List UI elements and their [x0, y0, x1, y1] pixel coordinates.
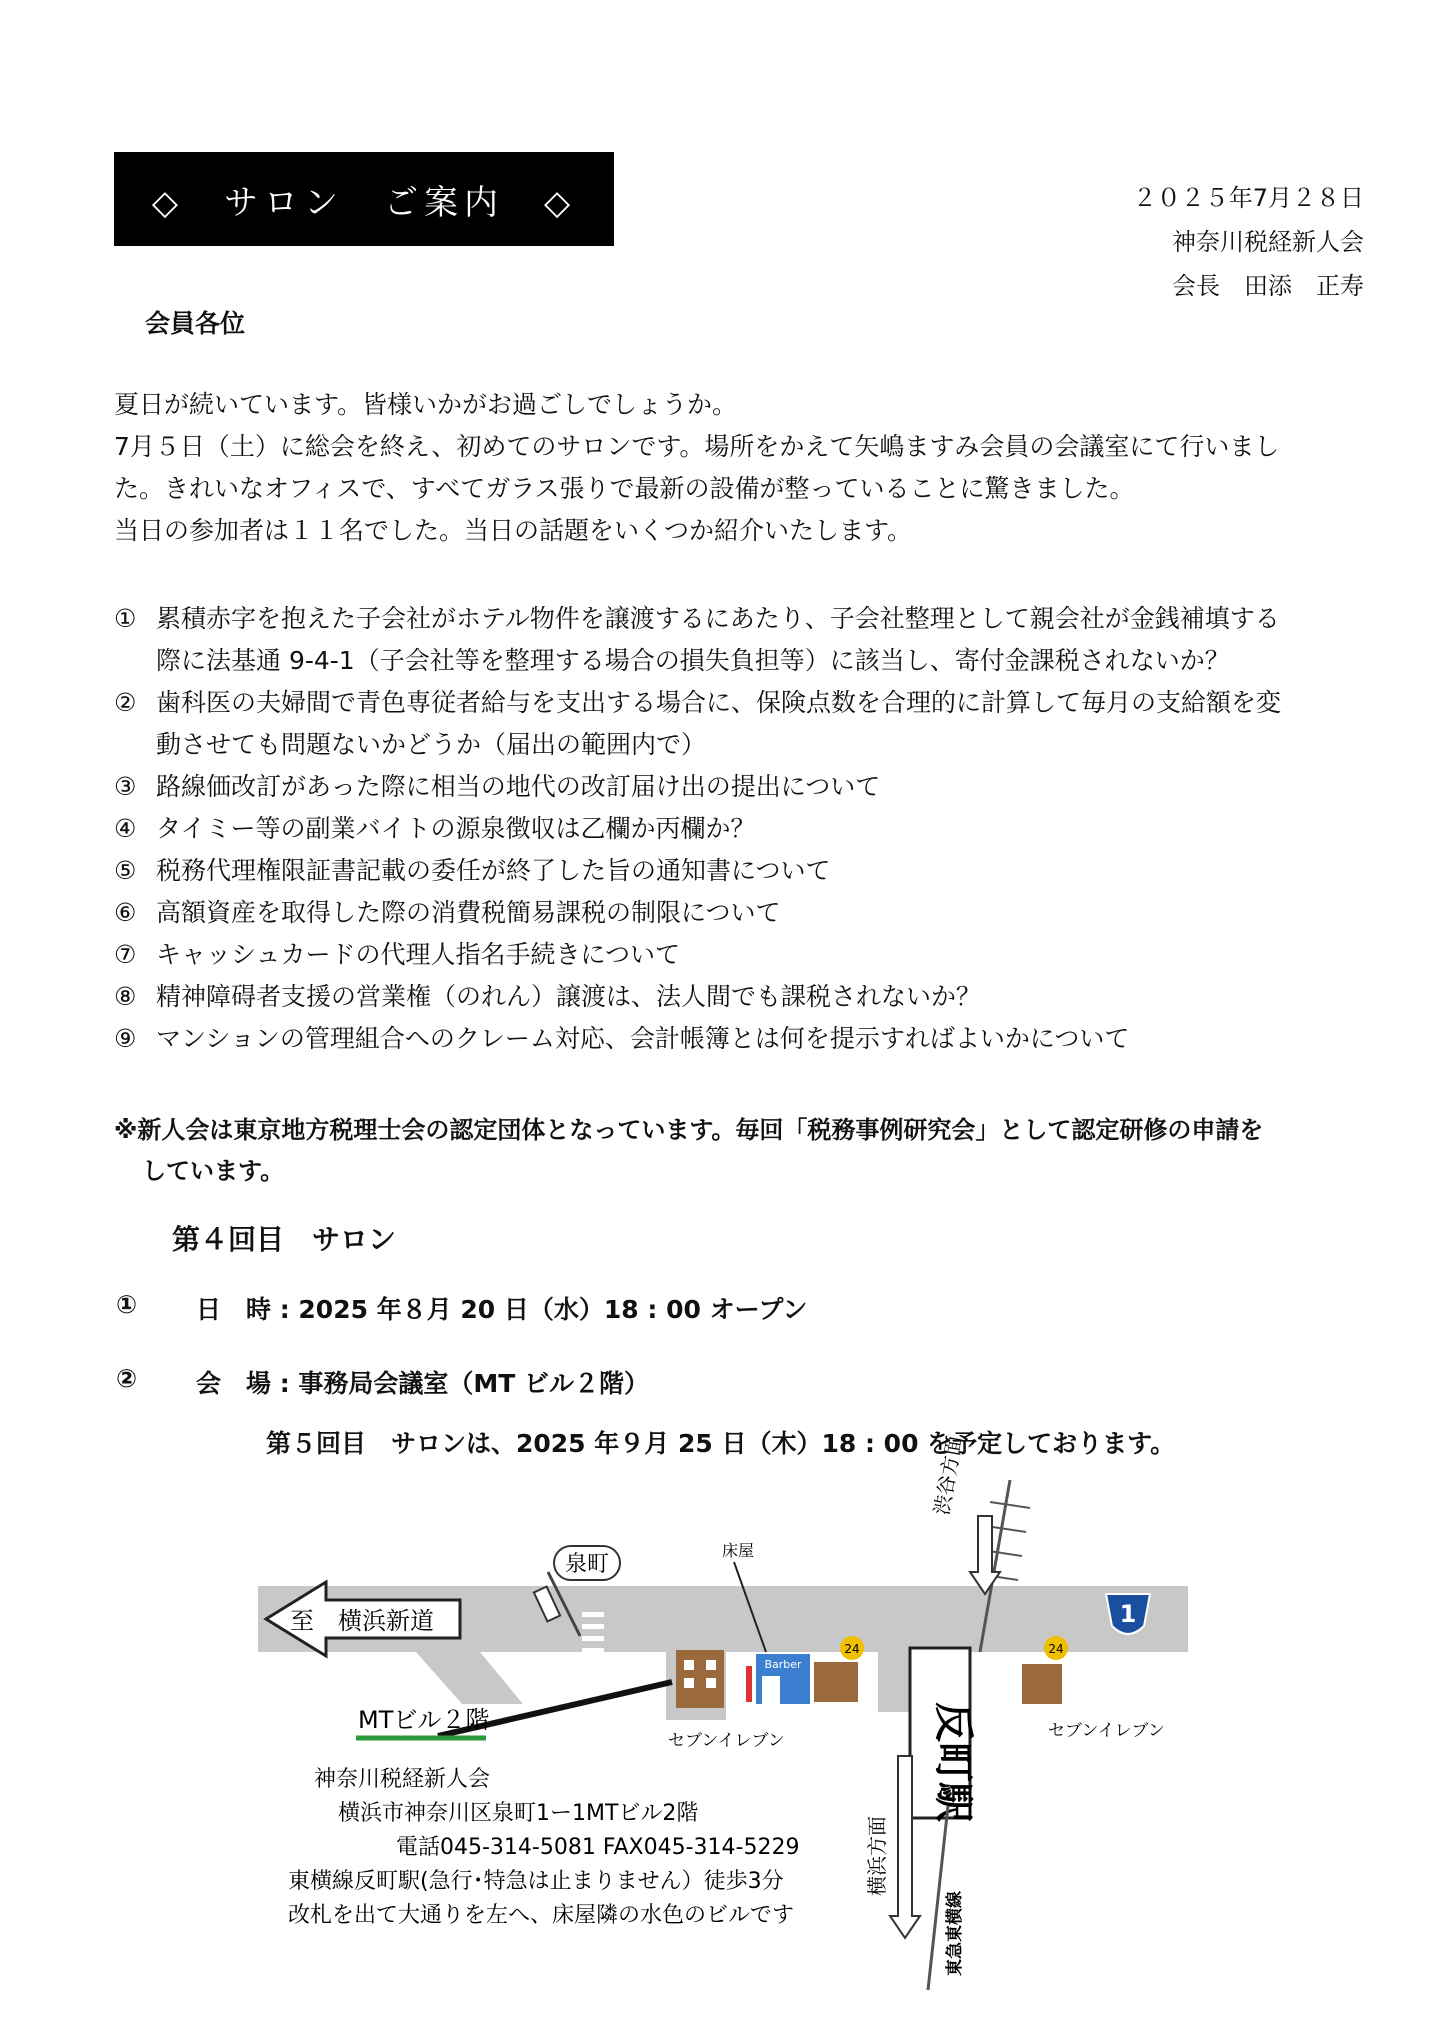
seven-eleven-right: セブンイレブン	[1048, 1721, 1165, 1741]
date-text: 日 時 : 2025 年８月 20 日（水）18 : 00 オープン	[196, 1295, 808, 1324]
list-item	[114, 682, 1384, 766]
topic-number: ⑤	[114, 856, 137, 885]
building-icon	[676, 1650, 724, 1708]
list-item	[114, 850, 1384, 892]
salon4-date	[116, 1290, 807, 1326]
topic-number: ③	[114, 772, 137, 801]
list-item	[114, 1018, 1384, 1060]
list-item	[114, 892, 1384, 934]
direction-label: 至 横浜新道	[290, 1607, 434, 1635]
side-road	[416, 1652, 523, 1704]
topic-text-cont: 動させても問題ないかどうか（届出の範囲内で）	[156, 730, 707, 759]
list-item	[114, 598, 1384, 682]
yokohama-label: 横浜方面	[865, 1816, 889, 1896]
seven-eleven-left: セブンイレブン	[668, 1731, 785, 1751]
certification-note	[114, 1110, 1374, 1192]
intro-line: た。きれいなオフィスで、すべてガラス張りで最新の設備が整っていることに驚きました。	[114, 474, 1135, 503]
topic-text: 精神障碍者支援の営業権（のれん）譲渡は、法人間でも課税されないか？	[156, 982, 982, 1011]
salon4-venue	[116, 1364, 649, 1400]
barber-label: 床屋	[722, 1541, 755, 1560]
address-line: 横浜市神奈川区泉町1ー1MTビル2階	[338, 1801, 699, 1826]
address-line: 東横線反町駅(急行･特急は止まりません）徒歩3分	[288, 1869, 784, 1894]
route-number: 1	[1119, 1600, 1137, 1628]
note-line: しています。	[142, 1157, 285, 1185]
intersection-label: 泉町	[564, 1552, 610, 1577]
organization-name: 神奈川税経新人会	[1172, 228, 1364, 256]
greeting: 会員各位	[145, 309, 246, 338]
date-number: ①	[116, 1290, 138, 1319]
salon5-announcement: 第５回目 サロンは、2025 年９月 25 日（木）18 : 00 を予定しております。	[266, 1429, 1176, 1458]
address-line: 電話045-314-5081 FAX045-314-5229	[396, 1835, 800, 1860]
topic-number: ⑧	[114, 982, 137, 1011]
topic-text: キャッシュカードの代理人指名手続きについて	[156, 940, 681, 969]
station-name: 反町駅	[930, 1702, 976, 1822]
shibuya-label: 渋谷方面	[929, 1433, 967, 1517]
topic-text: 路線価改訂があった際に相当の地代の改訂届け出の提出について	[156, 772, 881, 801]
topic-text: 高額資産を取得した際の消費税簡易課税の制限について	[156, 898, 781, 927]
store-24-label: 24	[1048, 1642, 1064, 1656]
header-info	[1133, 176, 1364, 308]
topic-text: マンションの管理組合へのクレーム対応、会計帳簿とは何を提示すればよいかについて	[156, 1024, 1130, 1053]
intro-paragraph	[114, 384, 1374, 552]
topic-text: タイミー等の副業バイトの源泉徴収は乙欄か丙欄か？	[156, 814, 756, 843]
intro-line: 7月５日（土）に総会を終え、初めてのサロンです。場所をかえて矢嶋ますみ会員の会議室にて行いまし	[114, 432, 1280, 461]
topic-text: 累積赤字を抱えた子会社がホテル物件を譲渡するにあたり、子会社整理として親会社が金銭補填する	[156, 604, 1280, 633]
topic-number: ⑥	[114, 898, 137, 927]
topic-number: ②	[114, 688, 137, 717]
store-24-label: 24	[844, 1642, 860, 1656]
address-line: 神奈川税経新人会	[314, 1767, 491, 1792]
building-label: MTビル２階	[358, 1706, 490, 1734]
venue-number: ②	[116, 1364, 138, 1393]
chair-name: 会長 田添 正寿	[1172, 272, 1364, 300]
page-title: ◇ サロン ご案内 ◇	[114, 152, 614, 246]
note-line: ※新人会は東京地方税理士会の認定団体となっています。毎回「税務事例研究会」として認定研修の申請を	[114, 1116, 1264, 1144]
list-item	[114, 766, 1384, 808]
list-item	[114, 976, 1384, 1018]
topic-text-cont: 際に法基通 9-4-1（子会社等を整理する場合の損失負担等）に該当し、寄付金課税されないか？	[156, 646, 1230, 675]
barber-sign: Barber	[764, 1658, 802, 1671]
line-name: 東急東横線	[945, 1891, 965, 1976]
intro-line: 当日の参加者は１１名でした。当日の話題をいくつか紹介いたします。	[114, 516, 913, 545]
topic-text: 税務代理権限証書記載の委任が終了した旨の通知書について	[156, 856, 831, 885]
topic-text: 歯科医の夫婦間で青色専従者給与を支出する場合に、保険点数を合理的に計算して毎月の支給額を変	[156, 688, 1282, 717]
venue-text: 会 場 : 事務局会議室（MT ビル２階）	[196, 1369, 650, 1398]
intro-line: 夏日が続いています。皆様いかがお過ごしでしょうか。	[114, 390, 738, 419]
address-line: 改札を出て大通りを左へ、床屋隣の水色のビルです	[288, 1903, 795, 1928]
topic-number: ①	[114, 604, 137, 633]
topic-list	[114, 598, 1384, 1060]
salon4-heading: 第４回目 サロン	[172, 1223, 397, 1256]
topic-number: ⑨	[114, 1024, 137, 1053]
topic-number: ④	[114, 814, 137, 843]
document-date: ２０２５年7月２８日	[1132, 184, 1364, 212]
topic-number: ⑦	[114, 940, 137, 969]
list-item	[114, 808, 1384, 850]
list-item	[114, 934, 1384, 976]
